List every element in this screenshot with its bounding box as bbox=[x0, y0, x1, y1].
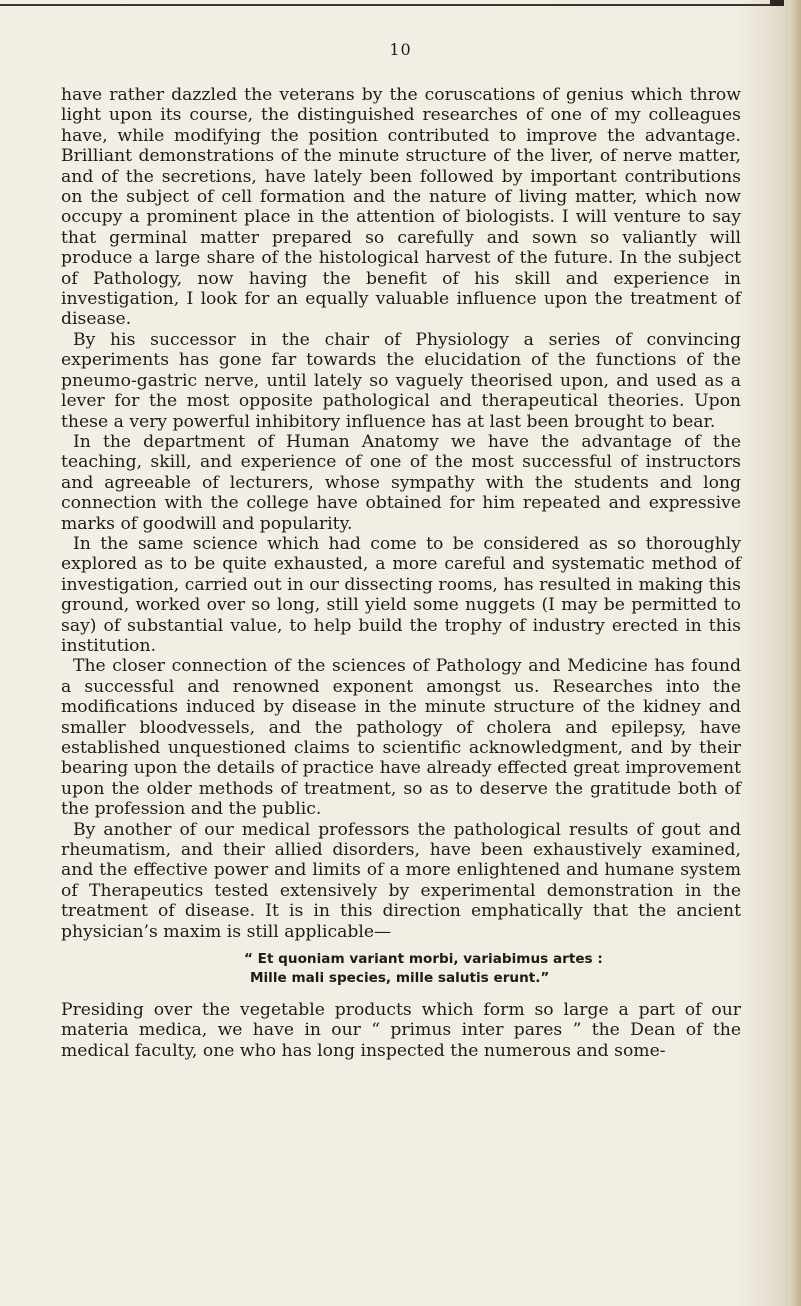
paragraph: By his successor in the chair of Physiology a series of convincing experiments has gone far towards the elucidation of the functions of the pneumo-gastric nerve, until lately so vaguely theorised upon, and used as a lever for the most opposite pathological and therapeutical theories. Upon these a very powerful inhibitory influence has at last been brought to bear. bbox=[61, 329, 741, 432]
paragraph: In the department of Human Anatomy we have the advantage of the teaching, skill, and experience of one of the most successful of instructors and agreeable of lecturers, whose sympathy with the students and long connection with the college have obtained for him repeated and expressive marks of goodwill and popularity. bbox=[61, 431, 741, 534]
paragraph: The closer connection of the sciences of Pathology and Medicine has found a successful and renowned exponent amongst us. Researches into the modifications induced by disease in the minute structure of the kidney and smaller bloodvessels, and the pathology of cholera and epilepsy, have established unquestioned claims to scientific acknowledgment, and by their bearing upon the details of practice have already effected great improvement upon the older methods of treatment, so as to deserve the gratitude both of the profession and the public. bbox=[61, 656, 741, 820]
quotation-line: Mille mali species, mille salutis erunt.” bbox=[250, 970, 550, 987]
top-rule bbox=[0, 4, 784, 6]
paragraph: have rather dazzled the veterans by the coruscations of genius which throw light upon its course, the distinguished researches of one of my colleagues have, while modifying the position contributed to improve the advantage. Brilliant demonstrations of the minute structure of the liver, of nerve matter, and of the secretions, have lately been followed by important contributions on the subject of cell formation and the nature of living matter, which now occupy a prominent place in the attention of biologists. I will venture to say that germinal matter prepared so carefully and sown so valiantly will produce a large share of the histological harvest of the future. In the subject of Pathology, now having the benefit of his skill and experience in investigation, I look for an equally valuable influence upon the treatment of disease. bbox=[61, 85, 741, 330]
page-edge bbox=[789, 0, 801, 1306]
paragraph: By another of our medical professors the pathological results of gout and rheumatism, and their allied disorders, have been exhaustively examined, and the effective power and limits of a more enlightened and humane system of Therapeutics tested extensively by experimental demonstration in the treatment of disease. It is in this direction emphatically that the ancient physician’s maxim is still applicable— bbox=[61, 819, 741, 942]
page-number: 10 bbox=[389, 40, 412, 59]
paragraph: In the same science which had come to be considered as so thoroughly explored as to be quite exhausted, a more careful and systematic method of investigation, carried out in our dissecting rooms, has resulted in making this ground, worked over so long, still yield some nuggets (I may be permitted to say) of substantial value, to help build the trophy of industry erected in this institution. bbox=[61, 533, 741, 656]
page-body bbox=[61, 85, 741, 1061]
latin-quotation bbox=[61, 950, 741, 988]
closing-paragraph: Presiding over the vegetable products which form so large a part of our materia medica, we have in our “ primus inter pares ” the Dean of the medical faculty, one who has long inspected the numerous and some- bbox=[61, 1000, 741, 1061]
top-rule-mark bbox=[770, 0, 784, 6]
quotation-line: “ Et quoniam variant morbi, variabimus artes : bbox=[244, 951, 603, 968]
